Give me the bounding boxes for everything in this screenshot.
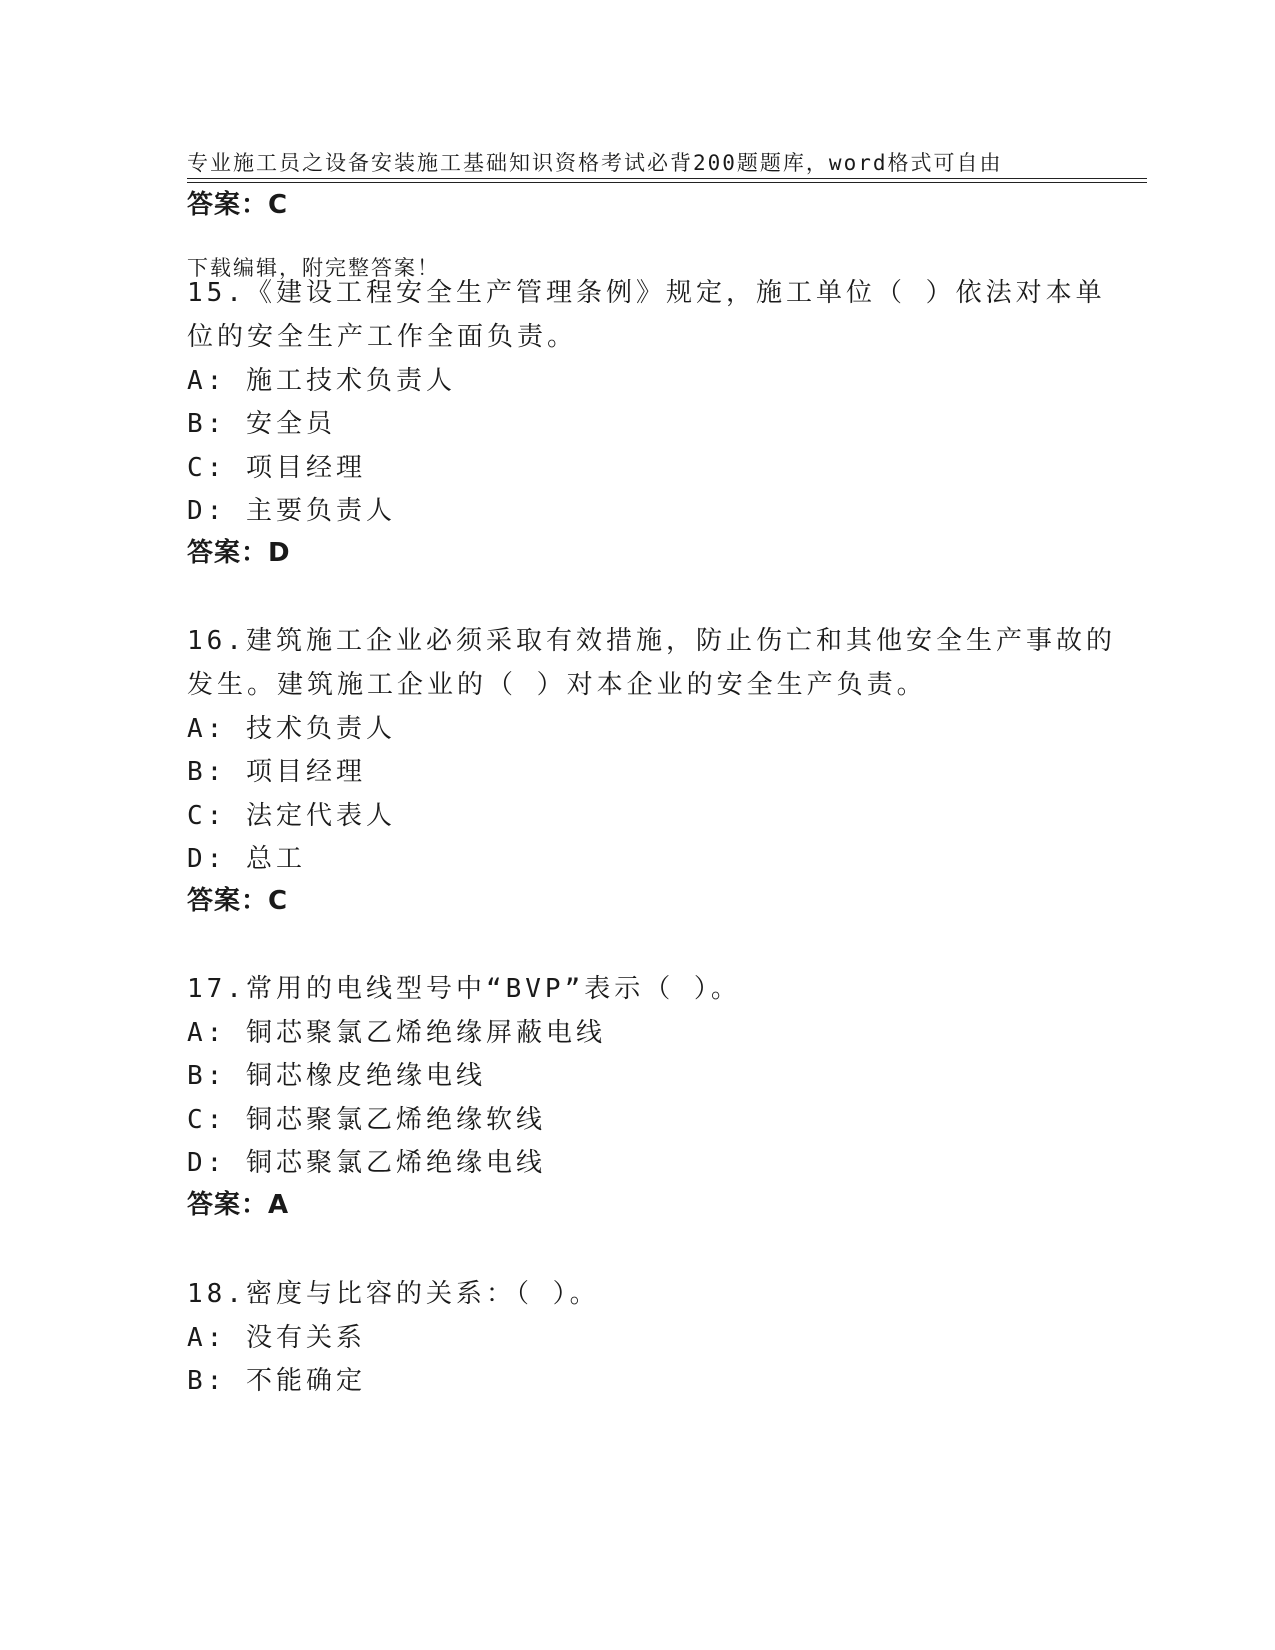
header-line-2: 下载编辑，附完整答案！ [187,256,440,280]
q15-option-a: A: 施工技术负责人 [187,366,456,396]
q17-answer: 答案：A [187,1190,290,1220]
q17-option-a: A: 铜芯聚氯乙烯绝缘屏蔽电线 [187,1018,606,1048]
q17-text-line-1: 17.常用的电线型号中“BVP”表示（ ）。 [187,974,741,1004]
q15-option-d: D: 主要负责人 [187,496,396,526]
document-header [187,76,1067,356]
q18-option-b: B: 不能确定 [187,1366,366,1396]
q16-answer: 答案：C [187,886,289,916]
q16-option-d: D: 总工 [187,844,306,874]
header-line-1: 专业施工员之设备安装施工基础知识资格考试必背200题题库，word格式可自由 [187,151,1003,175]
q16-option-c: C: 法定代表人 [187,801,396,831]
q16-option-a: A: 技术负责人 [187,714,396,744]
q16-text-line-1: 16.建筑施工企业必须采取有效措施，防止伤亡和其他安全生产事故的 [187,626,1116,656]
q15-option-b: B: 安全员 [187,409,336,439]
q16-option-b: B: 项目经理 [187,757,366,787]
previous-answer: 答案：C [187,190,289,220]
header-double-rule [187,178,1147,183]
q15-answer: 答案：D [187,538,291,568]
q15-text-line-2: 位的安全生产工作全面负责。 [187,322,578,352]
q17-option-c: C: 铜芯聚氯乙烯绝缘软线 [187,1105,546,1135]
q17-option-b: B: 铜芯橡皮绝缘电线 [187,1061,486,1091]
q15-text-line-1: 15.《建设工程安全生产管理条例》规定，施工单位（ ）依法对本单 [187,278,1106,308]
q16-text-line-2: 发生。建筑施工企业的（ ）对本企业的安全生产负责。 [187,670,927,700]
q18-text-line-1: 18.密度与比容的关系：（ ）。 [187,1279,600,1309]
q18-option-a: A: 没有关系 [187,1323,366,1353]
q17-option-d: D: 铜芯聚氯乙烯绝缘电线 [187,1148,546,1178]
q15-option-c: C: 项目经理 [187,453,366,483]
